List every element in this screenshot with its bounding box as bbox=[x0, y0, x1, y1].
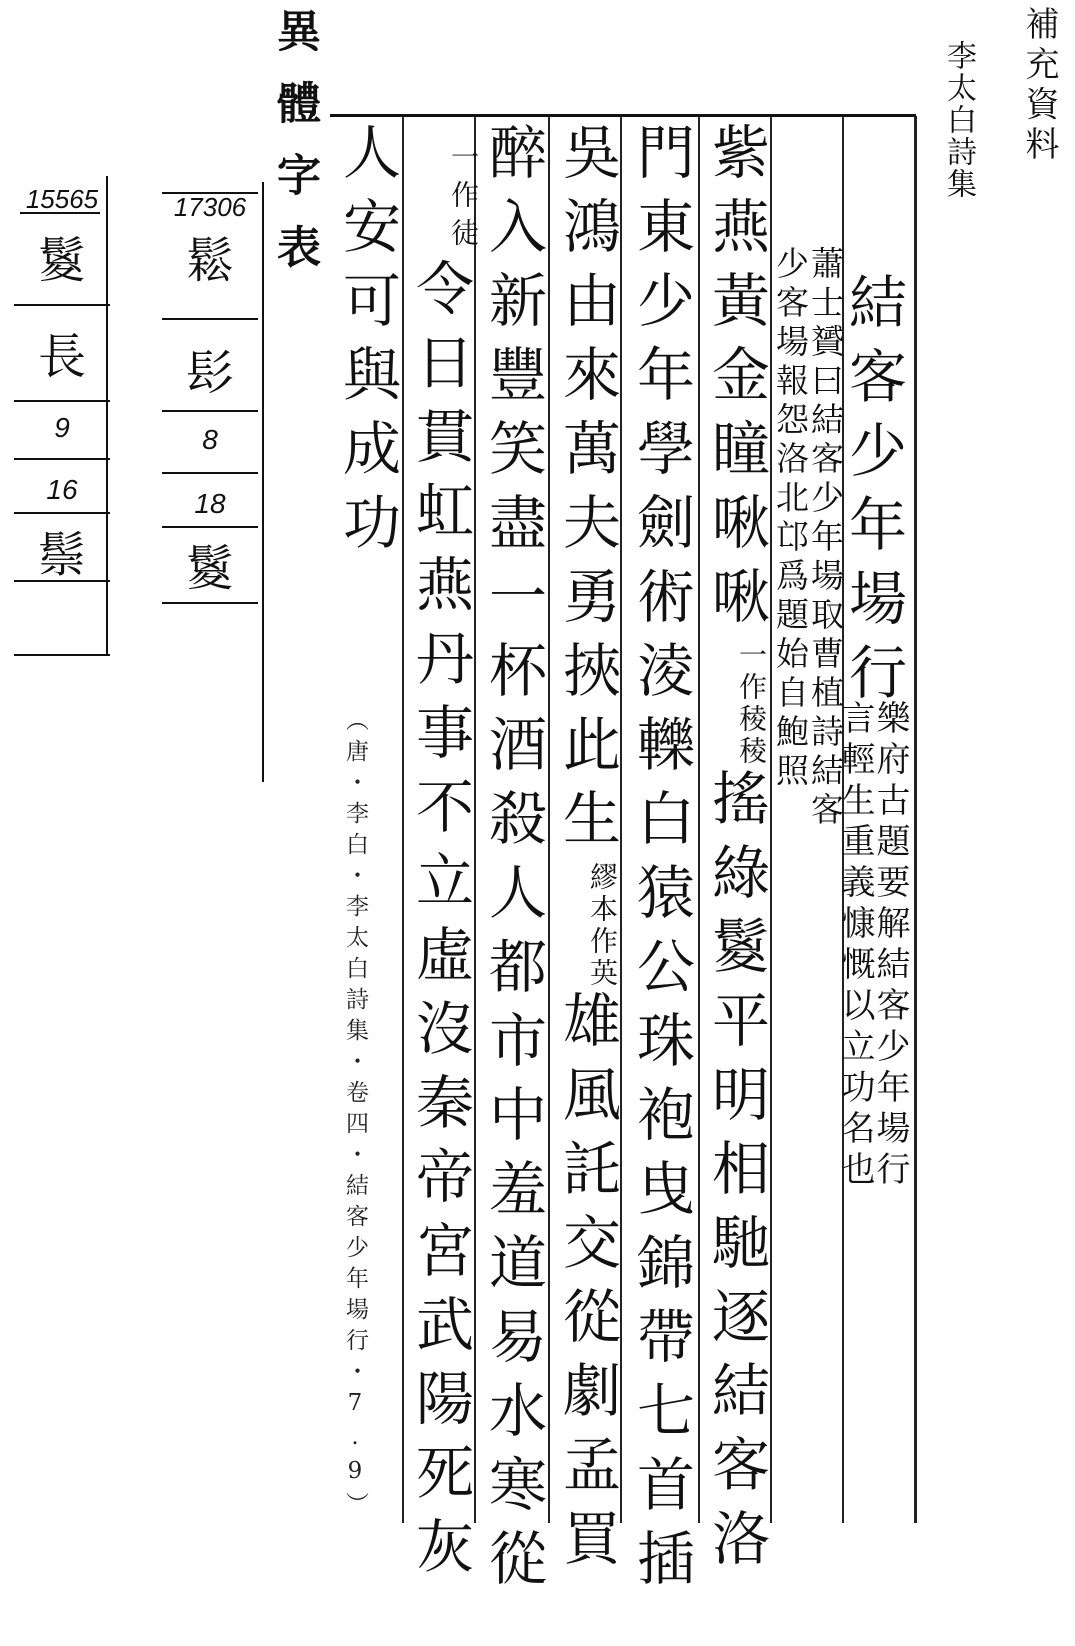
title-note-left: 言輕生重義慷慨以立功名也 bbox=[835, 700, 875, 1192]
variant-char: 鬆 bbox=[185, 233, 234, 289]
poem-line-4 bbox=[478, 122, 548, 1602]
line3-note-alt: 作英 bbox=[586, 926, 620, 990]
entry-divider bbox=[162, 526, 258, 528]
poem-line-2 bbox=[626, 122, 696, 1602]
line1-part-a: 紫燕黃金瞳啾啾 bbox=[702, 122, 770, 640]
poem-title: 結客少年場行 bbox=[839, 272, 907, 716]
line1-note-alt: 稜稜 bbox=[735, 704, 769, 768]
variant-entry-17306 bbox=[162, 182, 258, 802]
poem-title-column bbox=[835, 122, 915, 1522]
line6-text: 人安可與成功 bbox=[333, 122, 401, 566]
total-strokes: 18 bbox=[194, 488, 226, 519]
line3-note: 繆本 bbox=[586, 862, 620, 926]
radical-char: 長 bbox=[37, 329, 86, 385]
entry-divider bbox=[14, 580, 110, 582]
poem-line-1 bbox=[701, 122, 771, 1582]
standard-char: 鬉 bbox=[185, 541, 234, 597]
entry-underline bbox=[20, 212, 100, 214]
entry-divider bbox=[162, 318, 258, 320]
entry-bottom-rule bbox=[162, 602, 258, 604]
column-rule bbox=[402, 116, 404, 1523]
collection-title: 李太白詩集 bbox=[941, 40, 976, 200]
line3-part-b: 雄風託交從劇孟買 bbox=[553, 990, 621, 1582]
variant-char: 鬉 bbox=[37, 233, 86, 289]
line1-part-b: 搖綠鬉平明相馳逐結客洛 bbox=[702, 768, 770, 1582]
line1-note: 一作 bbox=[735, 640, 769, 704]
entry-id: 15565 bbox=[25, 184, 99, 214]
entry-divider bbox=[162, 410, 258, 412]
variant-entry-15565 bbox=[14, 176, 110, 676]
line3-part-a: 吳鴻由來萬夫勇挾此生 bbox=[553, 122, 621, 862]
poem-line-5 bbox=[405, 122, 480, 1590]
total-strokes: 16 bbox=[46, 474, 78, 505]
variant-table-heading: 異體字表 bbox=[269, 8, 320, 296]
line5-text: 令日貫虹燕丹事不立虛沒秦帝宮武陽死灰 bbox=[406, 258, 474, 1590]
commentary-column bbox=[773, 122, 843, 1522]
source-citation: （唐・李白・李太白詩集・卷四・結客少年場行・7.9） bbox=[342, 708, 368, 1523]
entry-divider bbox=[14, 400, 110, 402]
entry-divider bbox=[162, 472, 258, 474]
entry-right-rule bbox=[262, 182, 264, 782]
supplement-heading: 補充資料 bbox=[1019, 6, 1059, 166]
commentary-right: 蕭士贇曰結客少年場取曹植詩結客 bbox=[806, 246, 845, 831]
entry-id: 17306 bbox=[173, 192, 247, 222]
commentary-left: 少客場報怨洛北邙爲題始自鮑照 bbox=[771, 246, 810, 792]
radical-strokes: 8 bbox=[202, 424, 218, 455]
column-rule bbox=[698, 116, 700, 1523]
column-rule bbox=[548, 116, 550, 1523]
line2-text: 門東少年學劍術淩轢白猿公珠袍曳錦帶七首插 bbox=[627, 122, 695, 1602]
poem-line-3 bbox=[552, 122, 622, 1582]
frame-top-rule bbox=[330, 114, 916, 117]
entry-bottom-rule bbox=[14, 654, 110, 656]
entry-divider bbox=[14, 512, 110, 514]
radical-char: 髟 bbox=[185, 345, 234, 401]
radical-strokes: 9 bbox=[54, 412, 70, 443]
standard-char: 鬃 bbox=[37, 527, 86, 583]
line4-text: 醉入新豐笑盡一杯酒殺人都市中羞道易水寒從 bbox=[479, 122, 547, 1602]
entry-divider bbox=[14, 458, 110, 460]
line5-note: 一作徒 bbox=[447, 142, 480, 256]
title-note-right: 樂府古題要解結客少年場行 bbox=[870, 700, 910, 1192]
entry-divider bbox=[14, 304, 110, 306]
